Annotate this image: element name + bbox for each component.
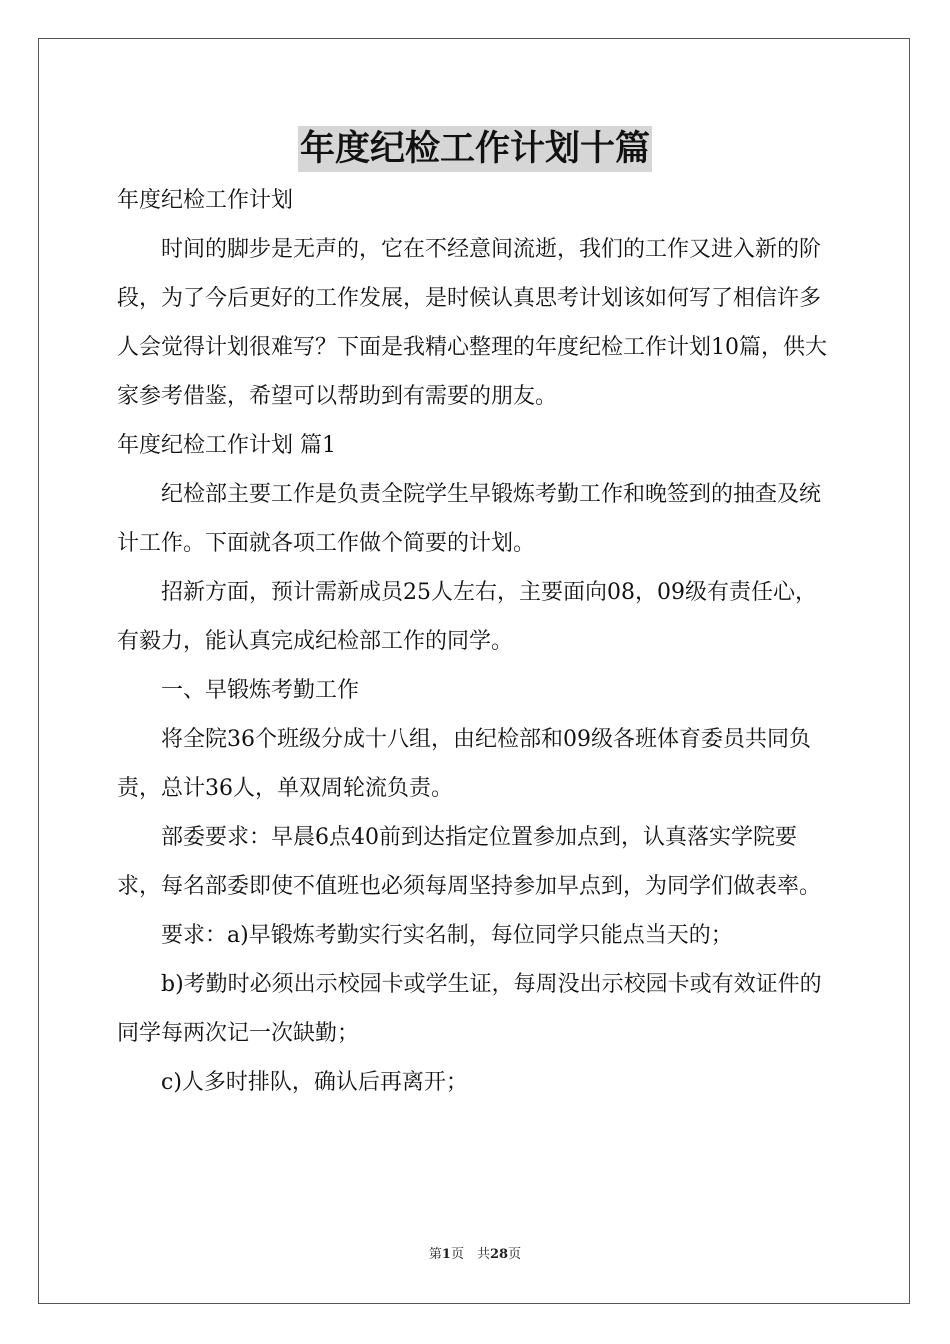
footer-prefix: 第 [428,1247,442,1262]
paragraph: 部委要求：早晨6点40前到达指定位置参加点到，认真落实学院要求，每名部委即使不值班也必须每周坚持参加早点到，为同学们做表率。 [117,825,822,899]
title-wrap [0,126,950,172]
paragraph-heading: 年度纪检工作计划 [117,188,294,213]
paragraph-section-heading: 年度纪检工作计划 篇1 [117,433,336,458]
paragraph-list-item: b)考勤时必须出示校园卡或学生证，每周没出示校园卡或有效证件的同学每两次记一次缺勤； [117,972,822,1046]
footer-total-pages: 28 [489,1247,509,1262]
footer-current-page: 1 [441,1247,451,1262]
paragraph-subheading: 一、早锻炼考勤工作 [161,678,360,703]
paragraph: 将全院36个班级分成十八组，由纪检部和09级各班体育委员共同负责，总计36人，单双周轮流负责。 [117,727,811,801]
paragraph: 招新方面，预计需新成员25人左右，主要面向08，09级有责任心，有毅力，能认真完成纪检部工作的同学。 [117,580,817,654]
paragraph-list-item: c)人多时排队，确认后再离开； [161,1070,468,1095]
document-title: 年度纪检工作计划十篇 [298,126,652,172]
paragraph: 纪检部主要工作是负责全院学生早锻炼考勤工作和晚签到的抽查及统计工作。下面就各项工作做个简要的计划。 [117,482,822,556]
document-body [117,176,835,1107]
paragraph-list-item: 要求：a)早锻炼考勤实行实名制，每位同学只能点当天的； [161,923,733,948]
page-footer [0,1246,950,1264]
footer-suffix: 页 [508,1247,522,1262]
paragraph-intro: 时间的脚步是无声的，它在不经意间流逝，我们的工作又进入新的阶段，为了今后更好的工作发展，是时候认真思考计划该如何写了相信许多人会觉得计划很难写？下面是我精心整理的年度纪检工作计划10篇，供大家参考借鉴，希望可以帮助到有需要的朋友。 [117,237,827,409]
footer-middle: 页 共 [450,1247,490,1262]
